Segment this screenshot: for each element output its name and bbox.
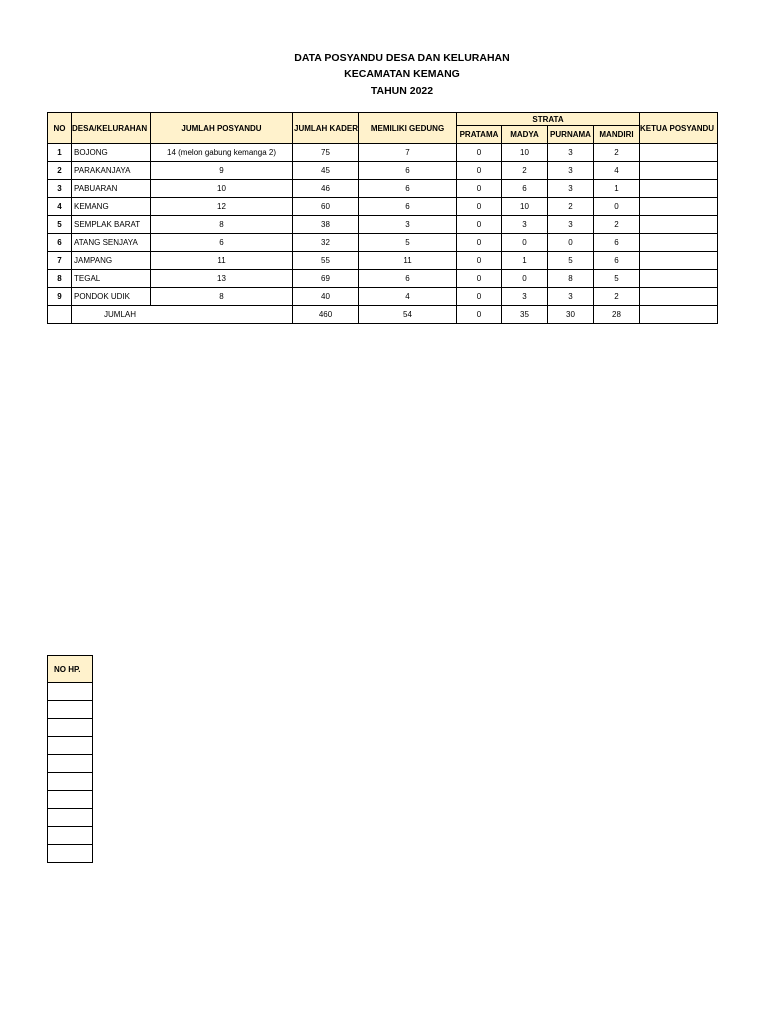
hp-cell (48, 791, 93, 809)
hp-body (48, 683, 93, 863)
purnama-cell: 3 (548, 216, 594, 234)
mandiri-cell: 2 (594, 288, 640, 306)
desa-cell: BOJONG (72, 144, 151, 162)
table-total (48, 306, 718, 324)
purnama-cell: 8 (548, 270, 594, 288)
table-header (48, 113, 718, 144)
table-body (48, 144, 718, 306)
header-memiliki-gedung: MEMILIKI GEDUNG (359, 113, 457, 144)
total-no-cell (48, 306, 72, 324)
no-cell: 3 (48, 180, 72, 198)
ketua-cell (640, 270, 718, 288)
hp-row (48, 845, 93, 863)
hp-cell (48, 827, 93, 845)
header-strata: STRATA (457, 113, 640, 126)
hp-row (48, 791, 93, 809)
no-cell: 8 (48, 270, 72, 288)
pratama-cell: 0 (457, 198, 502, 216)
posyandu-cell: 12 (151, 198, 293, 216)
total-ketua (640, 306, 718, 324)
header-no: NO (48, 113, 72, 144)
gedung-cell: 11 (359, 252, 457, 270)
purnama-cell: 2 (548, 198, 594, 216)
header-jumlah-posyandu: JUMLAH POSYANDU (151, 113, 293, 144)
posyandu-cell: 9 (151, 162, 293, 180)
ketua-cell (640, 162, 718, 180)
hp-row (48, 755, 93, 773)
gedung-cell: 6 (359, 198, 457, 216)
hp-cell (48, 737, 93, 755)
total-label: JUMLAH (72, 306, 293, 324)
hp-table (47, 655, 93, 863)
mandiri-cell: 0 (594, 198, 640, 216)
no-cell: 4 (48, 198, 72, 216)
posyandu-cell: 10 (151, 180, 293, 198)
madya-cell: 10 (502, 144, 548, 162)
hp-row (48, 809, 93, 827)
hp-cell (48, 755, 93, 773)
posyandu-cell: 8 (151, 216, 293, 234)
table-row (48, 216, 718, 234)
mandiri-cell: 2 (594, 144, 640, 162)
header-mandiri: MANDIRI (594, 126, 640, 144)
mandiri-cell: 6 (594, 234, 640, 252)
gedung-cell: 6 (359, 270, 457, 288)
no-cell: 1 (48, 144, 72, 162)
ketua-cell (640, 180, 718, 198)
table-row (48, 162, 718, 180)
ketua-cell (640, 288, 718, 306)
hp-header: NO HP. (48, 656, 93, 683)
kader-cell: 38 (293, 216, 359, 234)
document-title: DATA POSYANDU DESA DAN KELURAHAN (294, 52, 510, 64)
total-mandiri: 28 (594, 306, 640, 324)
kader-cell: 40 (293, 288, 359, 306)
purnama-cell: 5 (548, 252, 594, 270)
madya-cell: 0 (502, 270, 548, 288)
pratama-cell: 0 (457, 180, 502, 198)
header-desa: DESA/KELURAHAN (72, 113, 151, 144)
desa-cell: TEGAL (72, 270, 151, 288)
pratama-cell: 0 (457, 288, 502, 306)
madya-cell: 3 (502, 288, 548, 306)
hp-cell (48, 845, 93, 863)
hp-row (48, 773, 93, 791)
document-year: TAHUN 2022 (370, 85, 434, 97)
desa-cell: PARAKANJAYA (72, 162, 151, 180)
table-row (48, 288, 718, 306)
madya-cell: 1 (502, 252, 548, 270)
hp-cell (48, 719, 93, 737)
posyandu-cell: 14 (melon gabung kemanga 2) (151, 144, 293, 162)
header-ketua: KETUA POSYANDU (640, 113, 718, 144)
mandiri-cell: 4 (594, 162, 640, 180)
ketua-cell (640, 234, 718, 252)
table-row (48, 252, 718, 270)
mandiri-cell: 2 (594, 216, 640, 234)
madya-cell: 0 (502, 234, 548, 252)
purnama-cell: 3 (548, 180, 594, 198)
posyandu-table (47, 112, 718, 324)
ketua-cell (640, 198, 718, 216)
header-pratama: PRATAMA (457, 126, 502, 144)
ketua-cell (640, 144, 718, 162)
gedung-cell: 4 (359, 288, 457, 306)
hp-row (48, 719, 93, 737)
pratama-cell: 0 (457, 144, 502, 162)
desa-cell: ATANG SENJAYA (72, 234, 151, 252)
posyandu-cell: 13 (151, 270, 293, 288)
total-pratama: 0 (457, 306, 502, 324)
pratama-cell: 0 (457, 252, 502, 270)
hp-cell (48, 683, 93, 701)
kader-cell: 60 (293, 198, 359, 216)
hp-cell (48, 809, 93, 827)
purnama-cell: 3 (548, 144, 594, 162)
hp-cell (48, 773, 93, 791)
kader-cell: 55 (293, 252, 359, 270)
hp-row (48, 737, 93, 755)
madya-cell: 6 (502, 180, 548, 198)
gedung-cell: 3 (359, 216, 457, 234)
desa-cell: JAMPANG (72, 252, 151, 270)
gedung-cell: 6 (359, 180, 457, 198)
header-purnama: PURNAMA (548, 126, 594, 144)
mandiri-cell: 1 (594, 180, 640, 198)
mandiri-cell: 5 (594, 270, 640, 288)
pratama-cell: 0 (457, 216, 502, 234)
no-cell: 5 (48, 216, 72, 234)
hp-cell (48, 701, 93, 719)
kader-cell: 46 (293, 180, 359, 198)
no-cell: 7 (48, 252, 72, 270)
purnama-cell: 3 (548, 288, 594, 306)
posyandu-cell: 8 (151, 288, 293, 306)
purnama-cell: 0 (548, 234, 594, 252)
table-row (48, 234, 718, 252)
no-cell: 2 (48, 162, 72, 180)
gedung-cell: 7 (359, 144, 457, 162)
madya-cell: 3 (502, 216, 548, 234)
hp-row (48, 683, 93, 701)
table-row (48, 198, 718, 216)
header-madya: MADYA (502, 126, 548, 144)
ketua-cell (640, 216, 718, 234)
kader-cell: 69 (293, 270, 359, 288)
desa-cell: KEMANG (72, 198, 151, 216)
madya-cell: 2 (502, 162, 548, 180)
total-madya: 35 (502, 306, 548, 324)
kader-cell: 45 (293, 162, 359, 180)
table-row (48, 270, 718, 288)
total-row (48, 306, 718, 324)
pratama-cell: 0 (457, 162, 502, 180)
total-purnama: 30 (548, 306, 594, 324)
document-subtitle: KECAMATAN KEMANG (344, 68, 460, 80)
total-gedung: 54 (359, 306, 457, 324)
table-row (48, 180, 718, 198)
total-kader: 460 (293, 306, 359, 324)
kader-cell: 75 (293, 144, 359, 162)
purnama-cell: 3 (548, 162, 594, 180)
mandiri-cell: 6 (594, 252, 640, 270)
desa-cell: SEMPLAK BARAT (72, 216, 151, 234)
madya-cell: 10 (502, 198, 548, 216)
no-cell: 6 (48, 234, 72, 252)
hp-row (48, 827, 93, 845)
header-jumlah-kader: JUMLAH KADER (293, 113, 359, 144)
desa-cell: PABUARAN (72, 180, 151, 198)
ketua-cell (640, 252, 718, 270)
hp-row (48, 701, 93, 719)
gedung-cell: 5 (359, 234, 457, 252)
posyandu-cell: 6 (151, 234, 293, 252)
no-cell: 9 (48, 288, 72, 306)
table-row (48, 144, 718, 162)
pratama-cell: 0 (457, 270, 502, 288)
desa-cell: PONDOK UDIK (72, 288, 151, 306)
gedung-cell: 6 (359, 162, 457, 180)
posyandu-cell: 11 (151, 252, 293, 270)
pratama-cell: 0 (457, 234, 502, 252)
kader-cell: 32 (293, 234, 359, 252)
